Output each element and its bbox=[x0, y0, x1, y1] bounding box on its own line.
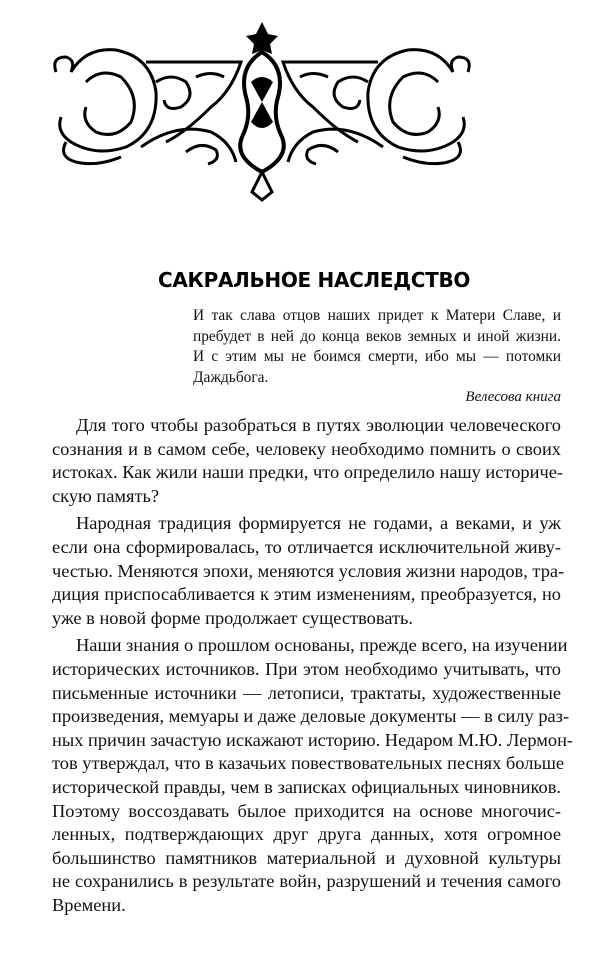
paragraph-line: Времени. bbox=[52, 894, 126, 915]
paragraph-line: скую память? bbox=[52, 485, 160, 506]
epigraph bbox=[193, 306, 561, 388]
epigraph-line: пребудет в ней до конца веков земных и иной жизни. bbox=[193, 327, 561, 345]
paragraph-line: сознания и в самом себе, человеку необходимо помнить о своих bbox=[52, 438, 561, 459]
body-text bbox=[52, 414, 574, 917]
paragraph-line: истоках. Как жили наши предки, что определило нашу историче- bbox=[52, 462, 564, 483]
paragraph-line: большинство памятников материальной и духовной культуры bbox=[52, 847, 561, 868]
paragraph-line: письменные источники — летописи, трактаты, художественные bbox=[52, 682, 561, 703]
paragraph-line: не сохранились в результате войн, разрушений и течения самого bbox=[52, 871, 561, 892]
paragraph-line: ленных, подтверждающих друг друга данных, хотя огромное bbox=[52, 824, 561, 845]
paragraph-line: уже в новой форме продолжает существовать. bbox=[52, 607, 413, 628]
paragraph-line: Поэтому воссоздавать былое приходится на основе многочис- bbox=[52, 800, 561, 821]
paragraph-line: произведения, мемуары и даже деловые документы — в силу раз- bbox=[52, 706, 570, 727]
paragraph-line: исторических источников. При этом необходимо учитывать, что bbox=[52, 658, 561, 679]
paragraph-line: тов утверждал, что в казачьих повествовательных песнях больше bbox=[52, 753, 565, 774]
paragraph-line: Народная традиция формируется не годами, а веками, и уж bbox=[76, 513, 561, 534]
paragraph-line: диция приспосабливается к этим изменениям, преобразуется, но bbox=[52, 584, 561, 605]
epigraph-line: И так слава отцов наших придет к Матери Славе, и bbox=[193, 307, 561, 324]
chapter-title: САКРАЛЬНОЕ НАСЛЕДСТВО bbox=[158, 268, 471, 292]
paragraph-line: исторической правды, чем в записках официальных чиновников. bbox=[52, 776, 561, 797]
paragraph-line: ных причин зачастую искажают историю. Недаром М.Ю. Лермон- bbox=[52, 729, 574, 750]
ornament-headpiece-icon bbox=[46, 22, 478, 202]
paragraph-line: честью. Меняются эпохи, меняются условия жизни народов, тра- bbox=[52, 560, 565, 581]
paragraph-line: Наши знания о прошлом основаны, прежде всего, на изучении bbox=[76, 635, 568, 656]
epigraph-line: И с этим мы не боимся смерти, ибо мы — потомки bbox=[193, 348, 561, 365]
paragraph-line: если она сформировалась, то отличается исключительной живу- bbox=[52, 536, 561, 557]
epigraph-line: Даждьбога. bbox=[193, 368, 269, 386]
epigraph-source: Велесова книга bbox=[465, 389, 561, 405]
paragraph-line: Для того чтобы разобраться в путях эволюции человеческого bbox=[76, 415, 561, 435]
